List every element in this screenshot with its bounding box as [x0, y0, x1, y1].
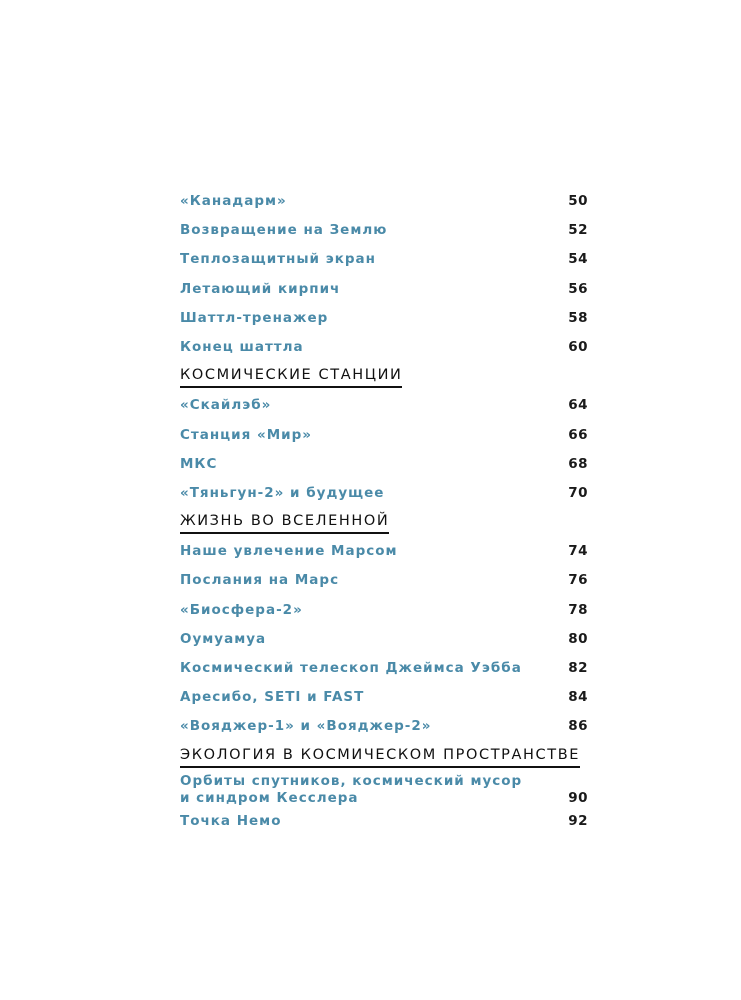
toc-entry — [180, 335, 588, 364]
toc-entry-page: 68 — [568, 455, 588, 472]
toc-entry-page: 58 — [568, 309, 588, 326]
toc-entry-page: 64 — [568, 397, 588, 414]
toc-entry-title: МКС — [180, 455, 218, 472]
toc-entry — [180, 247, 588, 276]
section-heading-row — [180, 364, 588, 393]
toc-entry-page: 90 — [568, 789, 588, 806]
toc-entry-title: «Скайлэб» — [180, 397, 272, 414]
toc-entry-title: Оумуамуа — [180, 630, 267, 647]
toc-entry-page: 54 — [568, 251, 588, 268]
toc-entry-page: 78 — [568, 601, 588, 618]
toc-entry-title: Аресибо, SETI и FAST — [180, 689, 365, 706]
toc-entry — [180, 568, 588, 597]
toc-entry — [180, 306, 588, 335]
toc-entry-title: Шаттл-тренажер — [180, 309, 329, 326]
toc-entry — [180, 481, 588, 510]
toc-entry-title: Станция «Мир» — [180, 426, 313, 443]
toc-entry-page: 92 — [568, 812, 588, 829]
section-heading: ЭКОЛОГИЯ В КОСМИЧЕСКОМ ПРОСТРАНСТВЕ — [180, 747, 580, 768]
toc-entry-page: 82 — [568, 660, 588, 676]
toc-entry-title-line2: и синдром Кесслера — [180, 789, 359, 806]
toc-entry-title-line1: Орбиты спутников, космический мусор — [180, 772, 523, 789]
table-of-contents — [180, 189, 588, 838]
toc-entry-title: Возвращение на Землю — [180, 222, 388, 239]
toc-entry-title: «Вояджер-1» и «Вояджер-2» — [180, 718, 432, 735]
toc-entry-title: Послания на Марс — [180, 572, 340, 589]
toc-entry-title — [180, 773, 540, 807]
toc-entry-page: 56 — [568, 280, 588, 297]
toc-entry-page: 60 — [568, 338, 588, 355]
toc-entry-title: Конец шаттла — [180, 338, 304, 355]
toc-entry-page: 86 — [568, 718, 588, 735]
toc-entry — [180, 685, 588, 714]
toc-entry — [180, 452, 588, 481]
toc-entry-title: Летающий кирпич — [180, 280, 341, 297]
toc-entry-page: 80 — [568, 630, 588, 647]
toc-entry — [180, 189, 588, 218]
toc-entry — [180, 218, 588, 247]
toc-entry — [180, 277, 588, 306]
toc-entry-page: 84 — [568, 689, 588, 706]
toc-entry-title: «Тяньгун-2» и будущее — [180, 484, 385, 501]
section-heading-row — [180, 510, 588, 539]
toc-entry-title: «Биосфера-2» — [180, 601, 303, 618]
toc-entry — [180, 656, 588, 685]
toc-entry-title: Теплозащитный экран — [180, 251, 376, 268]
toc-entry — [180, 627, 588, 656]
toc-entry-page: 74 — [568, 543, 588, 560]
toc-entry-title: Точка Немо — [180, 812, 282, 829]
section-heading-row — [180, 744, 588, 773]
toc-entry-page: 70 — [568, 484, 588, 501]
section-heading: КОСМИЧЕСКИЕ СТАНЦИИ — [180, 367, 402, 388]
toc-entry-title: «Канадарм» — [180, 193, 287, 209]
toc-entry — [180, 539, 588, 568]
toc-entry — [180, 714, 588, 743]
toc-entry-page: 52 — [568, 222, 588, 239]
toc-entry — [180, 423, 588, 452]
toc-entry-title: Наше увлечение Марсом — [180, 543, 398, 560]
toc-entry — [180, 598, 588, 627]
toc-entry — [180, 393, 588, 422]
section-heading: ЖИЗНЬ ВО ВСЕЛЕННОЙ — [180, 513, 389, 534]
toc-entry-page: 50 — [568, 193, 588, 209]
toc-entry-page: 76 — [568, 572, 588, 589]
toc-entry — [180, 809, 588, 838]
toc-entry-page: 66 — [568, 426, 588, 443]
toc-entry-title: Космический телескоп Джеймса Уэбба — [180, 660, 522, 676]
